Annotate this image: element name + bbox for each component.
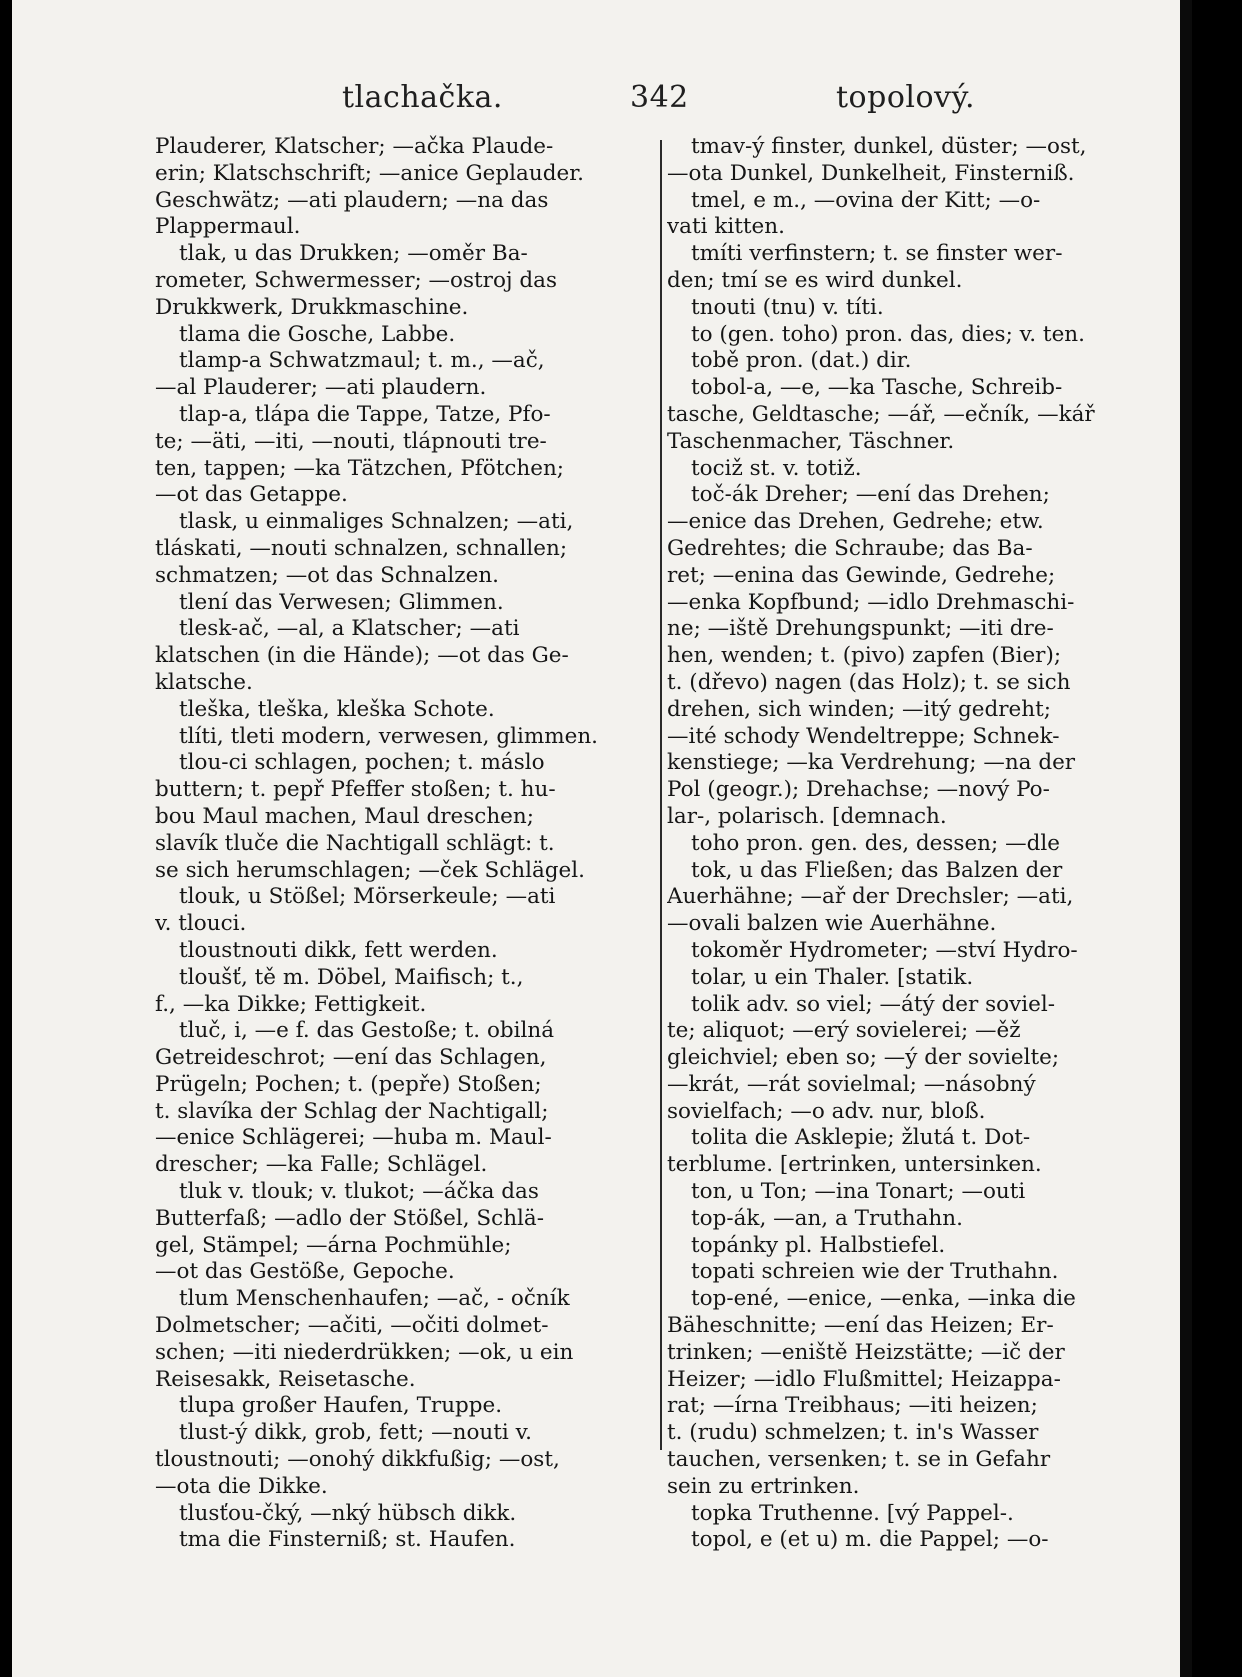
text-line: —enka Kopfbund; —idlo Drehmaschi- <box>667 589 1075 615</box>
text-line: top-ák, —an, a Truthahn. <box>691 1205 963 1231</box>
text-line: tlou-ci schlagen, pochen; t. máslo <box>179 750 545 776</box>
text-line: Plappermaul. <box>155 214 301 240</box>
text-line: tlusťou-čký, —nký hübsch dikk. <box>179 1500 517 1526</box>
text-line: tmav-ý finster, dunkel, düster; —ost, <box>691 134 1087 159</box>
text-line: —enice das Drehen, Gedrehe; etw. <box>667 509 1044 535</box>
text-line: topol, e (et u) m. die Pappel; —o- <box>691 1527 1049 1553</box>
text-line: tlupa großer Haufen, Truppe. <box>179 1393 503 1419</box>
column-divider <box>660 140 662 1450</box>
header-first-entry: tlachačka. <box>342 80 503 115</box>
text-line: tluk v. tlouk; v. tlukot; —áčka das <box>179 1179 539 1205</box>
text-line: toč-ák Dreher; —ení das Drehen; <box>691 482 1050 508</box>
text-line: t. (dřevo) nagen (das Holz); t. se sich <box>667 669 1071 695</box>
text-line: —ité schody Wendeltreppe; Schnek- <box>667 723 1060 749</box>
text-line: Plauderer, Klatscher; —ačka Plaude- <box>155 134 554 159</box>
text-line: topka Truthenne. [vý Pappel-. <box>691 1500 1014 1526</box>
text-line: rat; —írna Treibhaus; —iti heizen; <box>667 1393 1038 1419</box>
text-line: Auerhähne; —ař der Drechsler; —ati, <box>667 884 1074 910</box>
header-last-entry: topolový. <box>836 80 975 115</box>
left-column <box>155 134 655 1554</box>
text-line: bou Maul machen, Maul dreschen; <box>155 803 535 829</box>
text-line: klatschen (in die Hände); —ot das Ge- <box>155 643 569 669</box>
text-line: tokoměr Hydrometer; —ství Hydro- <box>691 937 1078 963</box>
text-line: f., —ka Dikke; Fettigkeit. <box>155 991 427 1017</box>
text-line: top-ené, —enice, —enka, —inka die <box>691 1286 1076 1312</box>
text-line: tma die Finsterniß; st. Haufen. <box>179 1527 516 1553</box>
text-line: topánky pl. Halbstiefel. <box>691 1232 946 1258</box>
text-line: tleškа, tleška, kleška Schote. <box>179 696 495 722</box>
text-line: Taschenmacher, Täschner. <box>667 428 955 454</box>
text-line: ne; —iště Drehungspunkt; —iti dre- <box>667 616 1054 642</box>
text-line: gleichviel; eben so; —ý der sovielte; <box>667 1045 1060 1071</box>
text-line: tlesk-ač, —al, a Klatscher; —ati <box>179 616 520 642</box>
text-line: Geschwätz; —ati plaudern; —na das <box>155 187 549 213</box>
text-line: Heizer; —idlo Flußmittel; Heizappa- <box>667 1366 1061 1392</box>
text-line: tlask, u einmaliges Schnalzen; —ati, <box>179 509 574 535</box>
text-line: schmatzen; —ot das Schnalzen. <box>155 562 499 588</box>
text-line: tlust-ý dikk, grob, fett; —nouti v. <box>179 1420 533 1446</box>
text-line: tlap-a, tlápa die Tappe, Tatze, Pfo- <box>179 401 551 427</box>
text-line: trinken; —eniště Heizstätte; —ič der <box>667 1339 1065 1365</box>
text-line: tluč, i, —e f. das Gestoße; t. obilná <box>179 1018 555 1044</box>
text-line: tnouti (tnu) v. títi. <box>691 294 884 320</box>
text-line: vati kitten. <box>667 214 785 240</box>
text-line: tolar, u ein Thaler. [statik. <box>691 964 974 990</box>
text-line: lar-, polarisch. [demnach. <box>667 803 947 829</box>
text-line: toho pron. gen. des, dessen; —dle <box>691 830 1060 856</box>
text-line: slavík tluče die Nachtigall schlägt: t. <box>155 830 555 856</box>
right-column <box>667 134 1147 1554</box>
text-line: Getreideschrot; —ení das Schlagen, <box>155 1045 547 1071</box>
text-line: te; —äti, —iti, —nouti, tlápnouti tre- <box>155 428 547 454</box>
text-line: Prügeln; Pochen; t. (pepře) Stoßen; <box>155 1071 542 1097</box>
text-line: tláskati, —nouti schnalzen, schnallen; <box>155 535 568 561</box>
text-line: tlamp-a Schwatzmaul; t. m., —ač, <box>179 348 545 374</box>
text-line: Reisesakk, Reisetasche. <box>155 1366 416 1392</box>
text-line: hen, wenden; t. (pivo) zapfen (Bier); <box>667 643 1062 669</box>
text-line: tauchen, versenken; t. se in Gefahr <box>667 1447 1051 1473</box>
text-line: tmíti verfinstern; t. se finster wer- <box>691 241 1063 267</box>
text-line: Butterfaß; —adlo der Stößel, Schlä- <box>155 1205 544 1231</box>
text-line: t. (rudu) schmelzen; t. in's Wasser <box>667 1420 1039 1446</box>
text-line: ten, tappen; —ka Tätzchen, Pfötchen; <box>155 455 565 481</box>
page-number: 342 <box>630 80 689 115</box>
text-line: tolik adv. so viel; —átý der soviel- <box>691 991 1055 1017</box>
text-line: tlum Menschenhaufen; —ač, - očník <box>179 1286 570 1312</box>
text-line: tobol-a, —e, —ka Tasche, Schreib- <box>691 375 1063 401</box>
text-line: Bäheschnitte; —ení das Heizen; Er- <box>667 1313 1054 1339</box>
text-line: —ovali balzen wie Auerhähne. <box>667 911 997 937</box>
text-line: sovielfach; —o adv. nur, bloß. <box>667 1098 986 1124</box>
text-line: tlouk, u Stößel; Mörserkeule; —ati <box>179 884 556 910</box>
text-line: tloustnouti; —onohý dikkfußig; —ost, <box>155 1447 560 1473</box>
text-line: tobě pron. (dat.) dir. <box>691 348 912 374</box>
text-line: te; aliquot; —erý sovielerei; —ěž <box>667 1018 1021 1044</box>
text-line: tmel, e m., —ovina der Kitt; —o- <box>691 187 1041 213</box>
text-line: tloustnouti dikk, fett werden. <box>179 937 498 963</box>
text-line: Dolmetscher; —ačiti, —očiti dolmet- <box>155 1313 549 1339</box>
text-line: tok, u das Fließen; das Balzen der <box>691 857 1063 883</box>
text-line: schen; —iti niederdrükken; —ok, u ein <box>155 1339 574 1365</box>
text-line: drescher; —ka Falle; Schlägel. <box>155 1152 488 1178</box>
text-line: sein zu ertrinken. <box>667 1473 860 1499</box>
text-line: erin; Klatschschrift; —anice Geplauder. <box>155 160 584 186</box>
text-line: se sich herumschlagen; —ček Schlägel. <box>155 857 585 883</box>
dictionary-page <box>12 0 1192 1677</box>
text-line: ret; —enina das Gewinde, Gedrehe; <box>667 562 1056 588</box>
text-line: kenstiege; —ka Verdrehung; —na der <box>667 750 1076 776</box>
text-line: t. slavíka der Schlag der Nachtigall; <box>155 1098 549 1124</box>
text-line: Drukkwerk, Drukkmaschine. <box>155 294 469 320</box>
text-line: —ota die Dikke. <box>155 1473 328 1499</box>
text-line: —krát, —rát sovielmal; —násobný <box>667 1071 1036 1097</box>
text-line: —ot das Gestöße, Gepoche. <box>155 1259 455 1285</box>
page-header <box>12 80 1192 120</box>
text-line: tlíti, tleti modern, verwesen, glimmen. <box>179 723 599 749</box>
text-line: rometer, Schwermesser; —ostroj das <box>155 267 558 293</box>
scan-border <box>1180 0 1192 1677</box>
text-line: den; tmí se es wird dunkel. <box>667 267 963 293</box>
text-line: terblume. [ertrinken, untersinken. <box>667 1152 1042 1178</box>
text-line: v. tlouci. <box>155 911 247 937</box>
text-line: to (gen. toho) pron. das, dies; v. ten. <box>691 321 1085 347</box>
text-line: Pol (geogr.); Drehachse; —nový Po- <box>667 777 1050 803</box>
text-line: ton, u Ton; —ina Tonart; —outi <box>691 1179 1026 1205</box>
text-line: klatsche. <box>155 669 253 695</box>
text-line: topati schreien wie der Truthahn. <box>691 1259 1059 1285</box>
text-line: tlak, u das Drukken; —oměr Ba- <box>179 241 528 267</box>
text-line: tasche, Geldtasche; —ář, —ečník, —kář <box>667 401 1095 427</box>
text-line: tociž st. v. totiž. <box>691 455 862 481</box>
text-line: gel, Stämpel; —árna Pochmühle; <box>155 1232 512 1258</box>
text-line: tloušť, tě m. Döbel, Maifisch; t., <box>179 964 524 990</box>
text-line: tlama die Gosche, Labbe. <box>179 321 456 347</box>
text-line: tlení das Verwesen; Glimmen. <box>179 589 504 615</box>
text-line: Gedrehtes; die Schraube; das Ba- <box>667 535 1033 561</box>
text-line: buttern; t. pepř Pfeffer stoßen; t. hu- <box>155 777 556 803</box>
text-line: —enice Schlägerei; —huba m. Maul- <box>155 1125 552 1151</box>
text-line: drehen, sich winden; —itý gedreht; <box>667 696 1051 722</box>
text-line: tolita die Asklepie; žlutá t. Dot- <box>691 1125 1031 1151</box>
text-line: —ot das Getappe. <box>155 482 348 508</box>
text-line: —ota Dunkel, Dunkelheit, Finsterniß. <box>667 160 1075 186</box>
text-line: —al Plauderer; —ati plaudern. <box>155 375 487 401</box>
